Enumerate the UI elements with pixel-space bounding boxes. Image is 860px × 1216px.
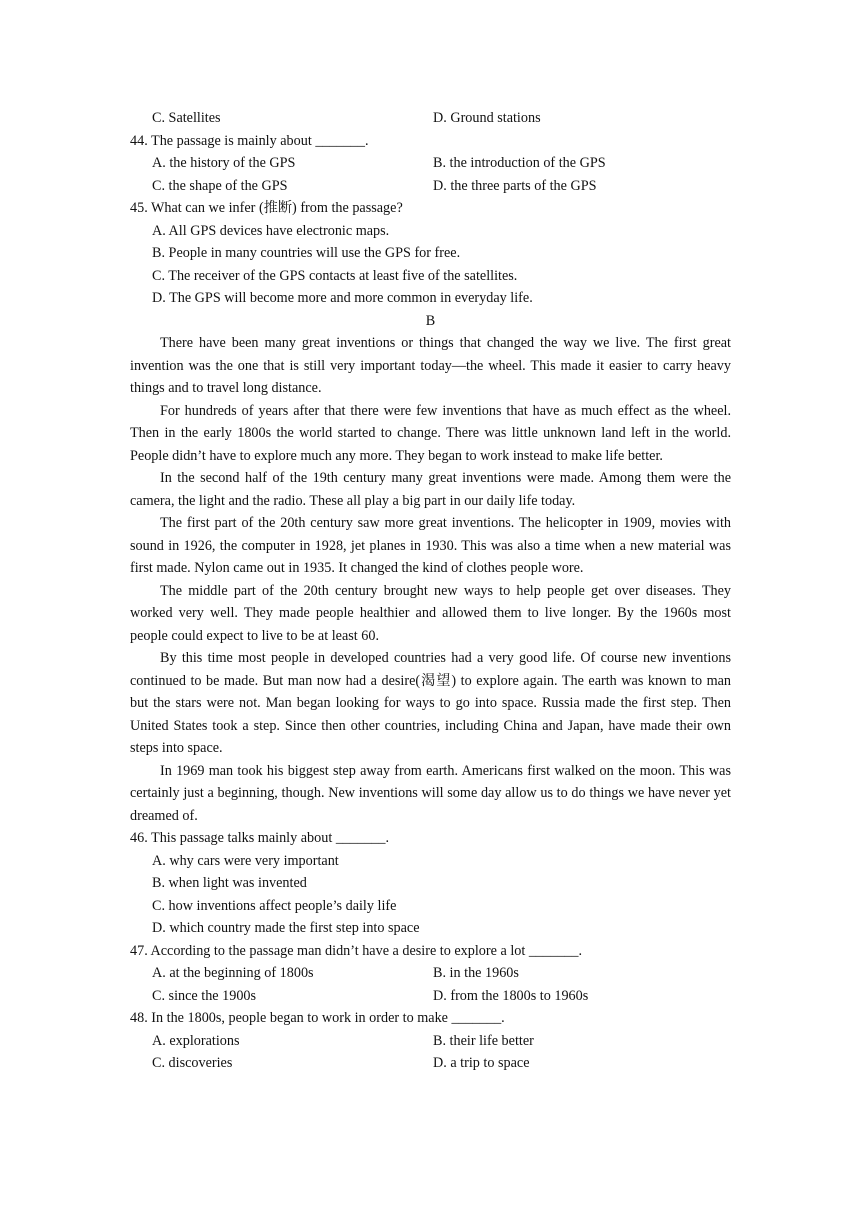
passage-paragraph-1: There have been many great inventions or things that changed the way we live. The first great invention was the one that is still very important today—the wheel. This made it easier to carry heavy things and to travel long distance. [130, 335, 731, 396]
q48-option-d: D. a trip to space [433, 1055, 530, 1071]
q47-options-ab [130, 962, 731, 985]
q45-option-b: B. People in many countries will use the GPS for free. [152, 245, 461, 261]
passage-paragraph-4: The first part of the 20th century saw more great inventions. The helicopter in 1909, movies with sound in 1926, the computer in 1928, jet planes in 1930. This was also a time when a new material was first made. Nylon came out in 1935. It changed the kind of clothes people wore. [130, 515, 731, 576]
q48-option-b: B. their life better [433, 1032, 534, 1049]
q46-option-a: A. why cars were very important [152, 852, 339, 869]
q48-option-a: A. explorations [152, 1032, 240, 1049]
passage-paragraph-3: In the second half of the 19th century many great inventions were made. Among them were the camera, the light and the radio. These all play a big part in our daily life today. [130, 470, 731, 509]
q46-stem: 46. This passage talks mainly about _______. [130, 830, 390, 846]
q48-options-ab [130, 1030, 731, 1053]
worksheet-page [130, 107, 731, 1075]
q45-option-a: A. All GPS devices have electronic maps. [152, 222, 390, 239]
q44-options-cd [130, 175, 731, 198]
q47-option-b: B. in the 1960s [433, 965, 519, 981]
q48-options-cd [130, 1052, 731, 1075]
q44-stem: 44. The passage is mainly about _______. [130, 132, 369, 149]
q47-option-c: C. since the 1900s [152, 987, 257, 1004]
q46-option-c: C. how inventions affect people’s daily life [152, 897, 397, 914]
section-heading-b: B [425, 312, 436, 329]
passage-paragraph-7: In 1969 man took his biggest step away from earth. Americans first walked on the moon. This was certainly just a beginning, though. New inventions will some day allow us to do things we have never yet dreamed of. [130, 762, 731, 824]
passage-paragraph-2: For hundreds of years after that there were few inventions that have as much effect as the wheel. Then in the early 1800s the world started to change. There was little unknown land left in the world. People didn’t have to explore much any more. They began to work instead to make life better. [130, 402, 731, 464]
passage-paragraph-5: The middle part of the 20th century brought new ways to help people get over diseases. They worked very well. They made people healthier and allowed them to live longer. By the 1960s most people could expect to live to be at least 60. [130, 582, 731, 644]
q44-options-ab [130, 152, 731, 175]
q45-option-d: D. The GPS will become more and more common in everyday life. [152, 290, 533, 306]
q44-option-b: B. the introduction of the GPS [433, 155, 606, 171]
passage-paragraph-6: By this time most people in developed countries had a very good life. Of course new inventions continued to be made. But man now had a desire(渴望) to explore again. The earth was known to man but the stars were not. Man began looking for ways to go into space. Russia made the first step. Then United States took a step. Since then other countries, including China and Japan, have made their own steps into space. [130, 650, 731, 756]
q44-option-d: D. the three parts of the GPS [433, 177, 597, 194]
q43-option-d: D. Ground stations [433, 110, 541, 126]
q45-stem: 45. What can we infer (推断) from the passage? [130, 200, 403, 216]
q43-option-c: C. Satellites [152, 110, 221, 126]
q44-option-a: A. the history of the GPS [152, 155, 296, 171]
q48-stem: 48. In the 1800s, people began to work in order to make _______. [130, 1010, 505, 1026]
q48-option-c: C. discoveries [152, 1055, 233, 1071]
q47-option-d: D. from the 1800s to 1960s [433, 987, 589, 1004]
q47-option-a: A. at the beginning of 1800s [152, 965, 314, 981]
q47-stem: 47. According to the passage man didn’t have a desire to explore a lot _______. [130, 942, 583, 959]
q44-option-c: C. the shape of the GPS [152, 177, 288, 194]
q47-options-cd [130, 985, 731, 1008]
q46-option-b: B. when light was invented [152, 875, 307, 891]
q46-option-d: D. which country made the first step into space [152, 920, 420, 936]
q45-option-c: C. The receiver of the GPS contacts at least five of the satellites. [152, 267, 518, 284]
q43-options-cd [130, 107, 731, 130]
